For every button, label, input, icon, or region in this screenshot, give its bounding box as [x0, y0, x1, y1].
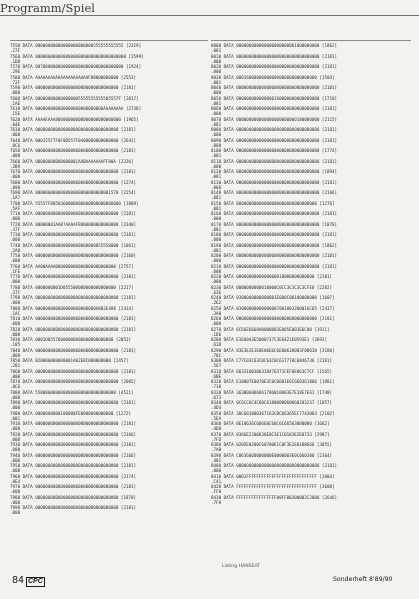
listing-line: .8C6 — [10, 142, 21, 148]
listing-line: .70C — [211, 352, 222, 358]
listing-line: 7570 DATA 00780000000000000000000000000000000 [1924] — [10, 64, 142, 69]
listing-line: 8340 DATA 0C6CC6C4C60C6180000060060203237 [1857] — [211, 400, 333, 405]
listing-line: 7840 DATA 000000000000000000000000000000000 [2181] — [10, 347, 137, 353]
listing-line: .081 — [211, 195, 222, 201]
listing-line: 7600 DATA 000000000000000005555555555505557F [2017] — [10, 95, 139, 101]
listing-line: .4D4 — [211, 405, 222, 411]
listing-column-right — [211, 40, 411, 565]
listing-line: .4D8 — [211, 426, 222, 432]
listing-line: 8430 DATA FFFFFFFFFFFFFFFF00FF00300003C2000 [2646] — [211, 494, 338, 500]
listing-line: 8110 DATA 000000000000000000000000000000000 [2181] — [211, 158, 338, 164]
listing-line: 8140 DATA 000000000000000000000000000000000 [2166] — [211, 190, 338, 195]
listing-line: .081 — [211, 205, 222, 211]
listing-line: 8190 DATA 000000000000000000000000000000000 [1862] — [211, 242, 338, 248]
listing-line: .1D6 — [211, 331, 222, 337]
listing-line: .000 — [211, 163, 222, 169]
listing-line: 7850 DATA 020000000000001A02E0C000000000 [2457] — [10, 358, 129, 363]
listing-line: 7770 DATA 000000000000000000000000000000000 [2181] — [10, 274, 137, 279]
issue-label: Sonderheft 8'89/90 — [333, 576, 393, 583]
listing-line: .000 — [10, 489, 21, 495]
listing-line: .281 — [10, 363, 21, 369]
listing-line: .000 — [10, 331, 21, 337]
listing-line: 8350 DATA 30C601800367163C0C66365EC7743003 [2102] — [211, 410, 335, 416]
listing-line: 8320 DATA E18007E0070E3C0C0601E6C6E0361866 [1981] — [211, 379, 335, 384]
listing-line: 8020 DATA 000000000000000000000000000000000 [2181] — [211, 64, 338, 69]
listing-line: 7580 DATA AAAAAAAAAAAAAAAAAAAAAF80000000000 [2553] — [10, 74, 137, 80]
listing-line: .081 — [211, 48, 222, 54]
listing-line: 8150 DATA 80000000000000000000000000000000 [1276] — [211, 200, 335, 206]
listing-line: .081 — [211, 121, 222, 127]
listing-line: 7990 DATA 000000000000000000000000000000000 [2181] — [10, 505, 137, 510]
column-rule — [211, 40, 411, 41]
listing-line: .1AC — [10, 310, 21, 316]
listing-line: .000 — [211, 237, 222, 243]
header-rule — [0, 15, 419, 16]
listing-line: 7630 DATA 000000000000000000000000000000000 [2181] — [10, 127, 137, 132]
listing-line: 7960 DATA 000000000000000000000000000000000 [2174] — [10, 473, 137, 479]
listing-line: 7880 DATA 55800000000000000000000000000000 [4521] — [10, 389, 134, 395]
listing-line: 8170 DATA 000000000000000000000000000000000 [1870] — [211, 221, 338, 227]
listing-line: .000 — [10, 447, 21, 453]
page-header — [0, 0, 419, 16]
listing-line: 7650 DATA 000000000000000000000000000000000 [2181] — [10, 148, 137, 153]
listing-line: 7690 DATA 000000000000000000000000000001570 [2254] — [10, 190, 137, 195]
listing-line: 8250 DATA 03000000000000007001003200016C65 [2437] — [211, 305, 335, 311]
listing-line: 7710 DATA 000000000000000000000000000000000 [2181] — [10, 211, 137, 216]
listing-line: 8100 DATA 000000000000000000000000000000000 [1774] — [211, 148, 338, 153]
listing-line: .C41 — [211, 478, 222, 484]
cpc-logo: CPC — [28, 578, 43, 585]
listing-line: 7700 DATA 55557F8050360000000000000000000000 [1809] — [10, 200, 139, 206]
listing-text — [10, 43, 208, 565]
listing-line: 8210 DATA 000000000000000000000000000000000 [2181] — [211, 263, 338, 269]
listing-line: 7890 DATA 000000000000000000000000000000000 [2181] — [10, 400, 137, 405]
listing-line: .081 — [211, 174, 222, 180]
listing-line: 8120 DATA 000000000000000000000000000000000 [1894] — [211, 169, 338, 174]
listing-line: .61D — [211, 342, 222, 348]
listing-line: .000 — [10, 510, 21, 516]
listing-line: 7730 DATA 000000000000000000000000000000000 [2181] — [10, 232, 137, 237]
listing-line: 7660 DATA 00000000000000001AABAAAAAAAFF80A [2226] — [10, 158, 134, 164]
listing-line: .000 — [10, 405, 21, 411]
listing-line: .000 — [10, 258, 21, 264]
listing-line: .7FD — [211, 436, 222, 442]
listing-line: .000 — [211, 142, 222, 148]
listing-line: .6BE — [211, 373, 222, 379]
listing-line: 8270 DATA 6C66E6668A0000003E005E003E6C00 [1911] — [211, 326, 330, 332]
listing-line: .081 — [211, 100, 222, 106]
listing-line: 8130 DATA 000000000000000000000000000000000 [2181] — [211, 179, 338, 185]
listing-line: .000 — [211, 132, 222, 138]
listing-line: 8230 DATA 0000000000010000C0CC3C3C3C3CFE0 [2282] — [211, 284, 333, 290]
listing-line: 7970 DATA 000000000000000000000000000000000 [2181] — [10, 484, 137, 489]
listing-line: 8060 DATA 000000000000000000000000000000000 [2181] — [211, 106, 338, 111]
listing-line: 8370 DATA 0366E2200636E0C3E1C0183E2E0733 [2987] — [211, 431, 330, 437]
listing-line: 8330 DATA 363006866661706010003E7E18E7E61 [1748] — [211, 389, 333, 395]
listing-line: .1AE — [10, 100, 21, 106]
listing-line: 7860 DATA 000000000000000000000000000000000 [2181] — [10, 368, 137, 374]
listing-line: 8420 DATA FFFFFFFFFFFFFFFFFFFFFFFFFFFFFFFF [3608] — [211, 484, 335, 489]
listing-line: .081 — [211, 79, 222, 85]
listing-line: 8050 DATA 000000000000000160000000000000000 [1710] — [211, 95, 338, 101]
listing-line: 7750 DATA 000000000000000000000000000000000 [2160] — [10, 253, 137, 258]
listing-line: .29E — [10, 69, 21, 75]
listing-line: 7740 DATA 000000000000000000000000055558000 [1861] — [10, 242, 137, 248]
listing-line: 8200 DATA 000000000000000000000000000000000 [2181] — [211, 253, 338, 258]
listing-line: .000 — [211, 258, 222, 264]
listing-line: .000 — [211, 279, 222, 285]
listing-line: 8030 DATA 00016000000000000000000000000000 [1584] — [211, 74, 335, 80]
listing-line: 7640 DATA 000155F7F0F0D557F0400000000000000 [2641] — [10, 137, 137, 143]
listing-line: .000 — [10, 394, 21, 400]
listing-line: .000 — [211, 184, 222, 190]
listing-line: .63E — [211, 289, 222, 295]
listing-line: 7790 DATA 000000000000000000000000000000000 [2181] — [10, 295, 137, 300]
listing-line: .081 — [211, 153, 222, 159]
listing-line: .000 — [10, 90, 21, 96]
listing-line: .7AB — [211, 447, 222, 453]
listing-line: .000 — [211, 321, 222, 327]
listing-line: .37F — [10, 289, 21, 295]
listing-line: 7930 DATA 000000000000000000000000000000000 [2181] — [10, 442, 137, 447]
listing-line: 8160 DATA 000000000000000000000000000000000 [2181] — [211, 211, 338, 216]
section-title: Programm/Spiel — [0, 1, 95, 15]
listing-line: .0C6 — [10, 384, 21, 390]
listing-line: 8040 DATA 000000000000000000000000000000000 [2181] — [211, 85, 338, 90]
listing-line: .718 — [211, 384, 222, 390]
listing-line: .000 — [211, 58, 222, 64]
listing-line: .000 — [10, 373, 21, 379]
listing-line: 7550 DATA 00000000000000000000000555555555555 [2329] — [10, 43, 142, 48]
listing-line: 7800 DATA 000000000000000000000000A802E488 [2414] — [10, 305, 134, 311]
listing-line: .27F — [10, 48, 21, 54]
listing-line: 7780 DATA 0000000001D055500000000000000000 [2217] — [10, 284, 134, 290]
listing-line: .37F — [10, 226, 21, 232]
listing-line: 8390 DATA C0636060000000E0000003E0C060300 [2364] — [211, 452, 333, 458]
listing-line: .000 — [211, 69, 222, 75]
listing-line: .0E4 — [10, 478, 21, 484]
listing-line: .15E — [10, 111, 21, 117]
column-rule — [10, 40, 208, 41]
listing-line: 8280 DATA E1E0043E5000737C3E6421E0593E1 [2693] — [211, 337, 327, 342]
listing-line: .000 — [10, 457, 21, 463]
listing-line: .081 — [211, 226, 222, 232]
listing-line: .000 — [211, 111, 222, 117]
listing-line: .1FE — [10, 268, 21, 274]
listing-line: .1A7 — [10, 195, 21, 201]
listing-column-left — [10, 40, 208, 565]
listing-line: .7F8 — [211, 499, 222, 505]
listing-line: .5EA — [211, 415, 222, 421]
listing-line: .567 — [211, 363, 222, 369]
listing-line: 8070 DATA 000000000000000000000000180000000 [2115] — [211, 116, 338, 122]
listing-line: .081 — [211, 247, 222, 253]
page-footer — [0, 575, 419, 591]
listing-line: .1D8 — [10, 58, 21, 64]
listing-line: 8080 DATA 000000000000000000000000000000000 [2181] — [211, 127, 338, 132]
listing-line: 8180 DATA 000000000000000000000000000000000 [2181] — [211, 232, 338, 237]
listing-line: .000 — [10, 321, 21, 327]
listing-line: 8380 DATA 0205E0200C60700E1C0F3E2E0188666 [3055] — [211, 442, 333, 447]
listing-line: .5AF — [10, 205, 21, 211]
listing-line: .090 — [10, 184, 21, 190]
listing-line: .2A8 — [10, 247, 21, 253]
listing-line: .3A8 — [211, 310, 222, 316]
listing-line: 8300 DATA C77C03C63C0C63C0C637770C6846736 [2181] — [211, 358, 333, 363]
listing-line: .000 — [10, 468, 21, 474]
listing-line: 8260 DATA 00000000000000000000000000000000 [2181] — [211, 316, 335, 321]
listing-line: .673 — [211, 394, 222, 400]
listing-line: 8090 DATA 000000000000000000000000000000000 [2181] — [211, 137, 338, 143]
listing-line: .081 — [10, 415, 21, 421]
listing-line: 7920 DATA 000000000000000000000000000000000 [2166] — [10, 431, 137, 437]
listing-line: .262 — [211, 300, 222, 306]
listing-line: .000 — [10, 237, 21, 243]
listing-line: 7590 DATA 000000000000000000000000000000000 [2181] — [10, 85, 137, 90]
listing-line: 8400 DATA 000000000000000000000000000000000 [2181] — [211, 463, 338, 468]
listing-line: .000 — [211, 468, 222, 474]
listing-line: .000 — [211, 90, 222, 96]
listing-line: 8010 DATA 000000000000000000000000000000000 [2181] — [211, 53, 338, 59]
listing-line: .185 — [10, 342, 21, 348]
listing-line: .000 — [211, 216, 222, 222]
listing-line: 8220 DATA 0000000000000000010000000000000 [2181] — [211, 274, 333, 279]
listing-line: 8310 DATA 6633100306318476371FEF0E063C7CF [1565] — [211, 368, 333, 374]
listing-line: .000 — [10, 174, 21, 180]
listing-line: .000 — [10, 279, 21, 285]
listing-line: .000 — [10, 216, 21, 222]
listing-line: .FF0 — [211, 489, 222, 495]
listing-line: 8240 DATA 0300000000000001E000C00180000000 [1607] — [211, 295, 335, 300]
listing-line: .000 — [10, 352, 21, 358]
page-number: 84 — [12, 575, 25, 586]
listing-line: .2B9 — [10, 163, 21, 169]
listing-line: 8410 DATA 0001FFFFFFFFFFFFFFFFFFFFFFFFFFFF [2004] — [211, 473, 335, 479]
listing-line: 7910 DATA 000000000000000000000000000000000 [2181] — [10, 421, 137, 426]
listing-line: 8000 DATA 000000000000000000000001800000000 [1862] — [211, 43, 338, 48]
listing-line: .000 — [211, 268, 222, 274]
listing-line: 7900 DATA 0000000000100000FE0000000000000 [1272] — [10, 410, 132, 416]
listing-text — [211, 43, 411, 565]
listing-line: 7720 DATA 00000001AA8?AAAAF8000000000000000 [2340] — [10, 221, 137, 227]
listing-line: 8360 DATA 0E18636C606E0C60C6C66563080000 [1662] — [211, 421, 330, 426]
listing-line: 7830 DATA 0001D05576000000000000000000000 [2053] — [10, 337, 132, 342]
listing-line: 7950 DATA 000000000000000000000000000000000 [2181] — [10, 463, 137, 468]
listing-line: .000 — [10, 499, 21, 505]
listing-line: 7670 DATA 000000000000000000000000000000000 [2181] — [10, 169, 137, 174]
listing-line: .000 — [10, 300, 21, 306]
listing-line: 7980 DATA 000000000000000000000000000000000 [1870] — [10, 494, 137, 500]
listing-line: 7610 DATA 000000000000000000000000000AAAAAAAA [2738] — [10, 106, 142, 111]
listing-line: .000 — [10, 426, 21, 432]
listing-line: 7820 DATA 000000000000000000000000000000000 [2181] — [10, 326, 137, 332]
listing-line: 7760 DATA AA00AAAA000000000000000000000000 [2757] — [10, 263, 134, 269]
listing-line: 7560 DATA 000000000000000000000000000000000000 [2599] — [10, 53, 144, 59]
listing-line: .000 — [10, 153, 21, 159]
listing-line: .04E — [10, 121, 21, 127]
listing-line: .72F — [10, 79, 21, 85]
listing-line: 7620 DATA AAAAEAAA80000000000000000000000000 [1965] — [10, 116, 139, 122]
listing-line: .000 — [10, 132, 21, 138]
listing-line: 8290 DATA 83E3E2E1E0E06E6C6E00618003F00630 [3180] — [211, 347, 335, 353]
listing-line: .401 — [211, 457, 222, 463]
listing-line: 7940 DATA 000000000000000000000000000000000 [2166] — [10, 452, 137, 458]
listing-line: 7680 DATA 000000000000000000000000000000000 [1274] — [10, 179, 137, 185]
listing-caption: Listing HANSEAT — [222, 564, 261, 569]
listing-line: 7810 DATA 000000000000000000000000000000000 [2181] — [10, 316, 137, 321]
listing-line: 7870 DATA 000000000000000000000000000000000 [2005] — [10, 379, 137, 384]
listing-line: .000 — [10, 436, 21, 442]
